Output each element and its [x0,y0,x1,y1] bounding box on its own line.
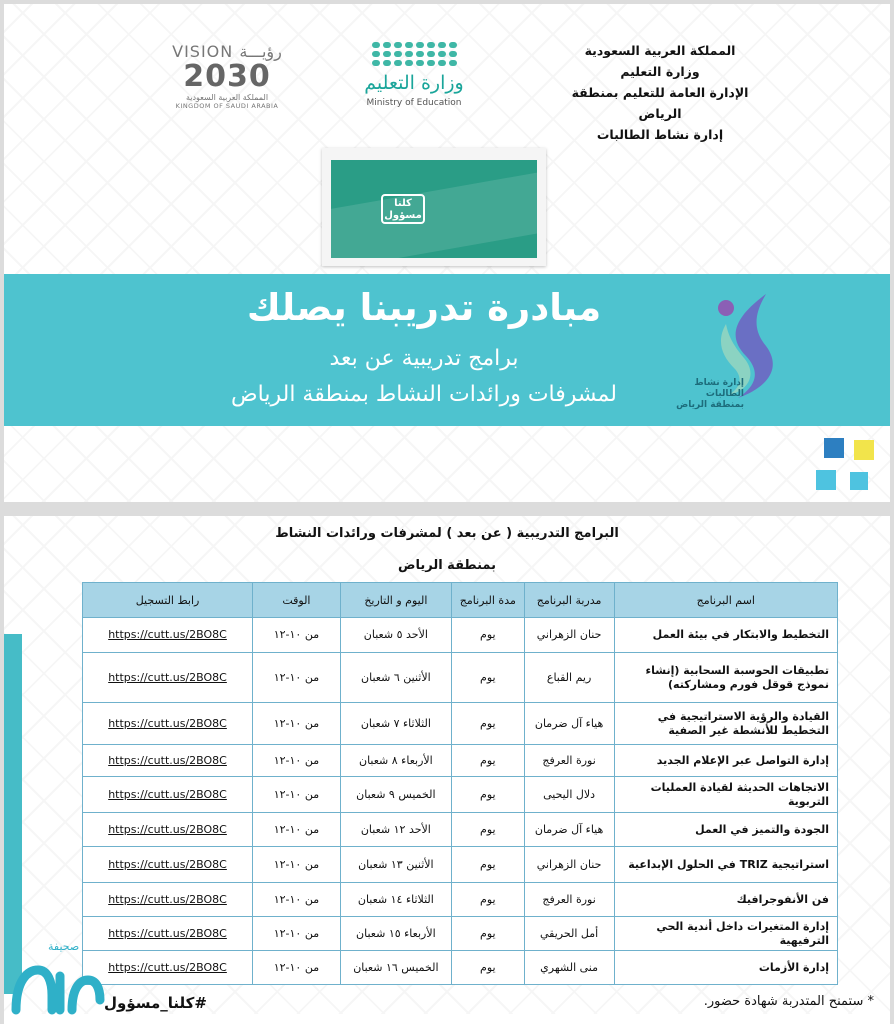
registration-link[interactable]: https://cutt.us/2BO8C [83,777,253,813]
schedule-subtitle: بمنطقة الرياض [397,558,496,573]
program-schedule-card [4,516,890,1024]
activity-logo-line-2: بمنطقة الرياض [676,400,744,410]
poster-header-card [4,4,890,502]
badge-line-2: مسؤول [384,210,422,221]
kollona-badge [381,194,425,224]
watermark-text: صحيفة [48,940,80,953]
program-name: التخطيط والابتكار في بيئة العمل [614,618,838,653]
table-row [83,847,838,883]
col-header-date: اليوم و التاريخ [340,583,451,618]
program-duration: يوم [451,951,524,985]
student-activity-logo [666,286,806,418]
program-name: إدارة المتغيرات داخل أندية الحي الترفيهية [614,917,838,951]
vision-kingdom-en: KINGDOM OF SAUDI ARABIA [175,102,279,110]
ministry-name-en: Ministry of Education [366,98,462,108]
photo-green-panel [331,160,537,258]
program-trainer: أمل الحريقي [524,917,614,951]
program-time: من ١٠-١٢ [253,917,341,951]
program-name: إدارة الأزمات [614,951,838,985]
table-row [83,703,838,745]
program-duration: يوم [451,813,524,847]
program-duration: يوم [451,745,524,777]
program-trainer: حنان الزهراني [524,847,614,883]
col-header-duration: مدة البرنامج [451,583,524,618]
col-header-link: رابط التسجيل [83,583,253,618]
registration-link[interactable]: https://cutt.us/2BO8C [83,951,253,985]
program-trainer: حنان الزهراني [524,618,614,653]
program-trainer: نورة العرفج [524,883,614,917]
program-duration: يوم [451,917,524,951]
col-header-name: اسم البرنامج [614,583,838,618]
government-header [560,40,760,145]
hashtag: #كلنا_مسؤول [104,994,207,1012]
table-row [83,653,838,703]
table-row [83,917,838,951]
gov-line-kingdom: المملكة العربية السعودية [584,43,736,58]
program-date: الأحد ٥ شعبان [340,618,451,653]
vision-label: VISION رؤيـــة [172,42,282,61]
newspaper-watermark [8,940,108,1020]
decor-square-blue [824,438,844,458]
registration-link[interactable]: https://cutt.us/2BO8C [83,703,253,745]
program-date: الأربعاء ٨ شعبان [340,745,451,777]
program-date: الخميس ٩ شعبان [340,777,451,813]
program-date: الخميس ١٦ شعبان [340,951,451,985]
table-row [83,618,838,653]
program-time: من ١٠-١٢ [253,618,341,653]
program-date: الثلاثاء ١٤ شعبان [340,883,451,917]
program-trainer: هياء آل ضرمان [524,813,614,847]
program-trainer: نورة العرفج [524,745,614,777]
schedule-title: البرامج التدريبية ( عن بعد ) لمشرفات ورائدات النشاط [275,526,619,541]
program-time: من ١٠-١٢ [253,777,341,813]
ministry-name-ar: وزارة التعليم [364,72,464,94]
vision-kingdom-ar: المملكة العربية السعودية [185,93,269,102]
program-name: القيادة والرؤية الاستراتيجية في التخطيط للأنشطة غير الصفية [614,703,838,745]
program-name: استراتيجية TRIZ في الحلول الإبداعية [614,847,838,883]
program-date: الأثنين ١٣ شعبان [340,847,451,883]
registration-link[interactable]: https://cutt.us/2BO8C [83,618,253,653]
col-header-trainer: مدربة البرنامج [524,583,614,618]
activity-logo-text [674,378,744,411]
decor-square-cyan-2 [850,472,868,490]
program-duration: يوم [451,847,524,883]
program-trainer: دلال اليحيى [524,777,614,813]
table-row [83,745,838,777]
program-duration: يوم [451,777,524,813]
program-duration: يوم [451,653,524,703]
program-time: من ١٠-١٢ [253,883,341,917]
program-duration: يوم [451,618,524,653]
program-duration: يوم [451,703,524,745]
ministry-of-education-logo [344,42,484,128]
badge-line-1: كلنا [394,198,412,209]
program-time: من ١٠-١٢ [253,703,341,745]
program-name: إدارة التواصل عبر الإعلام الجديد [614,745,838,777]
registration-link[interactable]: https://cutt.us/2BO8C [83,745,253,777]
gov-line-directorate: الإدارة العامة للتعليم بمنطقة الرياض [571,85,749,121]
program-trainer: منى الشهري [524,951,614,985]
gov-line-ministry: وزارة التعليم [620,64,700,79]
registration-link[interactable]: https://cutt.us/2BO8C [83,917,253,951]
moe-dots-icon [369,42,459,66]
activity-logo-line-1: إدارة نشاط الطالبات [694,378,744,399]
program-date: الأثنين ٦ شعبان [340,653,451,703]
banner-subtitle-1: برامج تدريبية عن بعد [329,346,519,371]
registration-link[interactable]: https://cutt.us/2BO8C [83,653,253,703]
banner-subtitle-2: لمشرفات ورائدات النشاط بمنطقة الرياض [231,382,617,407]
program-name: فن الأنفوجرافيك [614,883,838,917]
vision-2030-logo [164,42,290,124]
initiative-banner [4,274,890,426]
program-name: الجودة والتميز في العمل [614,813,838,847]
program-trainer: ريم القباع [524,653,614,703]
kollona-masool-photo [322,148,546,266]
program-name: تطبيقات الحوسبة السحابية (إنشاء نموذج قوقل فورم ومشاركته) [614,653,838,703]
program-time: من ١٠-١٢ [253,951,341,985]
registration-link[interactable]: https://cutt.us/2BO8C [83,883,253,917]
program-trainer: هياء آل ضرمان [524,703,614,745]
vision-year: 2030 [183,59,271,94]
program-time: من ١٠-١٢ [253,847,341,883]
program-name: الاتجاهات الحديثة لقيادة العمليات التربوية [614,777,838,813]
registration-link[interactable]: https://cutt.us/2BO8C [83,847,253,883]
program-duration: يوم [451,883,524,917]
program-date: الأحد ١٢ شعبان [340,813,451,847]
program-time: من ١٠-١٢ [253,813,341,847]
certificate-note: * ستمنح المتدربة شهادة حضور. [703,994,874,1009]
registration-link[interactable]: https://cutt.us/2BO8C [83,813,253,847]
program-date: الأربعاء ١٥ شعبان [340,917,451,951]
banner-title: مبادرة تدريبنا يصلك [246,286,602,329]
table-header-row [83,583,838,618]
table-row [83,813,838,847]
col-header-time: الوقت [253,583,341,618]
program-time: من ١٠-١٢ [253,653,341,703]
table-row [83,883,838,917]
table-row [83,951,838,985]
decor-square-cyan [816,470,836,490]
table-row [83,777,838,813]
program-time: من ١٠-١٢ [253,745,341,777]
decor-square-yellow [854,440,874,460]
program-date: الثلاثاء ٧ شعبان [340,703,451,745]
gov-line-department: إدارة نشاط الطالبات [596,127,724,142]
programs-table [82,582,838,985]
